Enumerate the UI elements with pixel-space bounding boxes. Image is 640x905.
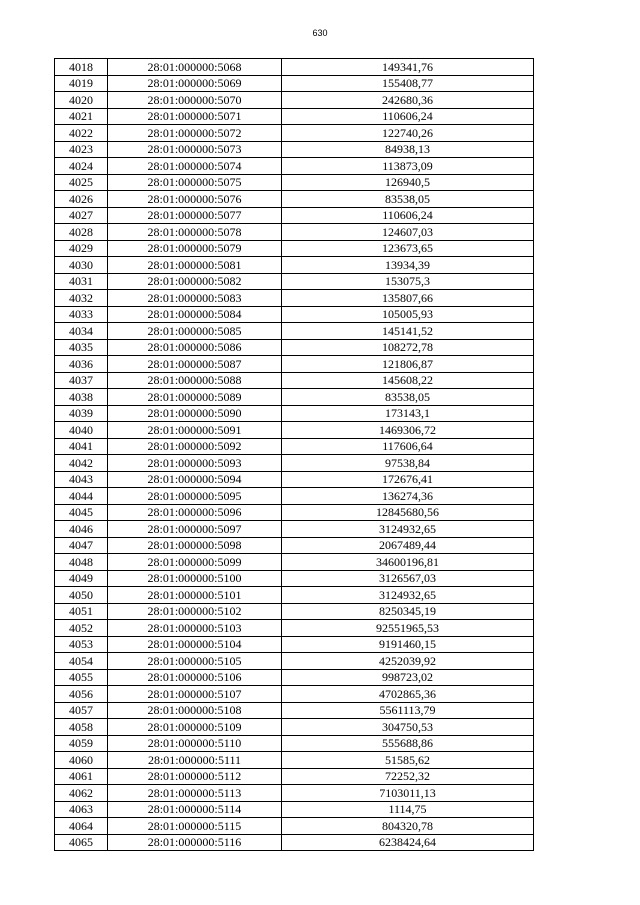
value-cell: 122740,26 [282,125,534,142]
value-cell: 3124932,65 [282,521,534,538]
table-row [55,587,534,604]
cadastral-number-cell: 28:01:000000:5103 [108,620,282,637]
row-number-cell: 4037 [55,372,108,389]
cadastral-number-cell: 28:01:000000:5091 [108,422,282,439]
table-row [55,834,534,851]
row-number-cell: 4055 [55,669,108,686]
cadastral-number-cell: 28:01:000000:5081 [108,257,282,274]
table-row [55,108,534,125]
row-number-cell: 4043 [55,471,108,488]
table-row [55,372,534,389]
value-cell: 4702865,36 [282,686,534,703]
value-cell: 126940,5 [282,174,534,191]
row-number-cell: 4022 [55,125,108,142]
cadastral-number-cell: 28:01:000000:5068 [108,59,282,76]
cadastral-number-cell: 28:01:000000:5095 [108,488,282,505]
row-number-cell: 4039 [55,405,108,422]
value-cell: 3124932,65 [282,587,534,604]
row-number-cell: 4023 [55,141,108,158]
table-row [55,158,534,175]
value-cell: 72252,32 [282,768,534,785]
value-cell: 6238424,64 [282,834,534,851]
value-cell: 155408,77 [282,75,534,92]
value-cell: 304750,53 [282,719,534,736]
table-row [55,323,534,340]
row-number-cell: 4040 [55,422,108,439]
value-cell: 3126567,03 [282,570,534,587]
cadastral-number-cell: 28:01:000000:5089 [108,389,282,406]
value-cell: 92551965,53 [282,620,534,637]
cadastral-number-cell: 28:01:000000:5113 [108,785,282,802]
table-row [55,191,534,208]
cadastral-number-cell: 28:01:000000:5105 [108,653,282,670]
table-row [55,257,534,274]
row-number-cell: 4030 [55,257,108,274]
table-row [55,785,534,802]
row-number-cell: 4018 [55,59,108,76]
value-cell: 51585,62 [282,752,534,769]
row-number-cell: 4029 [55,240,108,257]
table-row [55,669,534,686]
row-number-cell: 4031 [55,273,108,290]
row-number-cell: 4038 [55,389,108,406]
cadastral-number-cell: 28:01:000000:5075 [108,174,282,191]
table-row [55,504,534,521]
value-cell: 136274,36 [282,488,534,505]
row-number-cell: 4054 [55,653,108,670]
row-number-cell: 4053 [55,636,108,653]
cadastral-number-cell: 28:01:000000:5083 [108,290,282,307]
cadastral-number-cell: 28:01:000000:5100 [108,570,282,587]
table-row [55,224,534,241]
cadastral-number-cell: 28:01:000000:5108 [108,702,282,719]
cadastral-number-cell: 28:01:000000:5076 [108,191,282,208]
cadastral-number-cell: 28:01:000000:5110 [108,735,282,752]
table-row [55,801,534,818]
value-cell: 7103011,13 [282,785,534,802]
row-number-cell: 4048 [55,554,108,571]
table-row [55,240,534,257]
table-row [55,702,534,719]
value-cell: 124607,03 [282,224,534,241]
value-cell: 110606,24 [282,108,534,125]
value-cell: 12845680,56 [282,504,534,521]
row-number-cell: 4035 [55,339,108,356]
table-row [55,141,534,158]
value-cell: 1114,75 [282,801,534,818]
cadastral-number-cell: 28:01:000000:5071 [108,108,282,125]
table-body [55,59,534,851]
value-cell: 105005,93 [282,306,534,323]
cadastral-number-cell: 28:01:000000:5090 [108,405,282,422]
value-cell: 4252039,92 [282,653,534,670]
cadastral-number-cell: 28:01:000000:5098 [108,537,282,554]
table-row [55,405,534,422]
row-number-cell: 4026 [55,191,108,208]
row-number-cell: 4060 [55,752,108,769]
table-row [55,75,534,92]
table-row [55,422,534,439]
table-row [55,752,534,769]
cadastral-number-cell: 28:01:000000:5073 [108,141,282,158]
row-number-cell: 4036 [55,356,108,373]
value-cell: 108272,78 [282,339,534,356]
cadastral-number-cell: 28:01:000000:5077 [108,207,282,224]
value-cell: 173143,1 [282,405,534,422]
data-table [54,58,534,851]
value-cell: 135807,66 [282,290,534,307]
row-number-cell: 4057 [55,702,108,719]
table-row [55,125,534,142]
table-row [55,339,534,356]
value-cell: 83538,05 [282,389,534,406]
table-row [55,653,534,670]
cadastral-number-cell: 28:01:000000:5082 [108,273,282,290]
cadastral-number-cell: 28:01:000000:5114 [108,801,282,818]
cadastral-number-cell: 28:01:000000:5070 [108,92,282,109]
value-cell: 97538,84 [282,455,534,472]
cadastral-number-cell: 28:01:000000:5085 [108,323,282,340]
value-cell: 149341,76 [282,59,534,76]
cadastral-number-cell: 28:01:000000:5101 [108,587,282,604]
row-number-cell: 4049 [55,570,108,587]
table-row [55,389,534,406]
row-number-cell: 4058 [55,719,108,736]
value-cell: 9191460,15 [282,636,534,653]
table-row [55,488,534,505]
cadastral-number-cell: 28:01:000000:5109 [108,719,282,736]
value-cell: 8250345,19 [282,603,534,620]
value-cell: 113873,09 [282,158,534,175]
row-number-cell: 4021 [55,108,108,125]
row-number-cell: 4033 [55,306,108,323]
cadastral-number-cell: 28:01:000000:5072 [108,125,282,142]
value-cell: 2067489,44 [282,537,534,554]
value-cell: 117606,64 [282,438,534,455]
page-number: 630 [312,28,328,38]
table-row [55,768,534,785]
value-cell: 121806,87 [282,356,534,373]
cadastral-number-cell: 28:01:000000:5079 [108,240,282,257]
row-number-cell: 4050 [55,587,108,604]
table-row [55,290,534,307]
value-cell: 34600196,81 [282,554,534,571]
cadastral-number-cell: 28:01:000000:5078 [108,224,282,241]
value-cell: 13934,39 [282,257,534,274]
row-number-cell: 4027 [55,207,108,224]
table-row [55,306,534,323]
table-row [55,735,534,752]
row-number-cell: 4019 [55,75,108,92]
row-number-cell: 4025 [55,174,108,191]
row-number-cell: 4028 [55,224,108,241]
table-row [55,207,534,224]
value-cell: 1469306,72 [282,422,534,439]
cadastral-number-cell: 28:01:000000:5096 [108,504,282,521]
value-cell: 172676,41 [282,471,534,488]
row-number-cell: 4034 [55,323,108,340]
table-row [55,603,534,620]
row-number-cell: 4046 [55,521,108,538]
table-row [55,438,534,455]
row-number-cell: 4059 [55,735,108,752]
cadastral-number-cell: 28:01:000000:5093 [108,455,282,472]
table-row [55,174,534,191]
table-row [55,59,534,76]
row-number-cell: 4061 [55,768,108,785]
table-row [55,471,534,488]
cadastral-number-cell: 28:01:000000:5088 [108,372,282,389]
table-row [55,818,534,835]
cadastral-number-cell: 28:01:000000:5099 [108,554,282,571]
value-cell: 110606,24 [282,207,534,224]
table-row [55,273,534,290]
row-number-cell: 4042 [55,455,108,472]
cadastral-number-cell: 28:01:000000:5106 [108,669,282,686]
cadastral-number-cell: 28:01:000000:5087 [108,356,282,373]
cadastral-number-cell: 28:01:000000:5116 [108,834,282,851]
cadastral-number-cell: 28:01:000000:5074 [108,158,282,175]
value-cell: 145141,52 [282,323,534,340]
row-number-cell: 4044 [55,488,108,505]
row-number-cell: 4041 [55,438,108,455]
row-number-cell: 4065 [55,834,108,851]
row-number-cell: 4052 [55,620,108,637]
cadastral-number-cell: 28:01:000000:5094 [108,471,282,488]
value-cell: 83538,05 [282,191,534,208]
table-row [55,455,534,472]
table-row [55,719,534,736]
value-cell: 123673,65 [282,240,534,257]
row-number-cell: 4051 [55,603,108,620]
row-number-cell: 4063 [55,801,108,818]
row-number-cell: 4020 [55,92,108,109]
table-row [55,620,534,637]
cadastral-number-cell: 28:01:000000:5102 [108,603,282,620]
cadastral-number-cell: 28:01:000000:5104 [108,636,282,653]
value-cell: 555688,86 [282,735,534,752]
cadastral-number-cell: 28:01:000000:5112 [108,768,282,785]
value-cell: 153075,3 [282,273,534,290]
cadastral-number-cell: 28:01:000000:5115 [108,818,282,835]
table-row [55,92,534,109]
cadastral-number-cell: 28:01:000000:5069 [108,75,282,92]
value-cell: 242680,36 [282,92,534,109]
cadastral-number-cell: 28:01:000000:5084 [108,306,282,323]
table-row [55,521,534,538]
row-number-cell: 4062 [55,785,108,802]
table-row [55,686,534,703]
value-cell: 804320,78 [282,818,534,835]
row-number-cell: 4032 [55,290,108,307]
row-number-cell: 4056 [55,686,108,703]
row-number-cell: 4045 [55,504,108,521]
value-cell: 84938,13 [282,141,534,158]
table-row [55,537,534,554]
table-row [55,356,534,373]
cadastral-number-cell: 28:01:000000:5107 [108,686,282,703]
row-number-cell: 4064 [55,818,108,835]
value-cell: 145608,22 [282,372,534,389]
table-row [55,554,534,571]
value-cell: 998723,02 [282,669,534,686]
cadastral-number-cell: 28:01:000000:5092 [108,438,282,455]
cadastral-number-cell: 28:01:000000:5111 [108,752,282,769]
value-cell: 5561113,79 [282,702,534,719]
cadastral-number-cell: 28:01:000000:5097 [108,521,282,538]
table-row [55,570,534,587]
row-number-cell: 4047 [55,537,108,554]
table-row [55,636,534,653]
row-number-cell: 4024 [55,158,108,175]
cadastral-number-cell: 28:01:000000:5086 [108,339,282,356]
